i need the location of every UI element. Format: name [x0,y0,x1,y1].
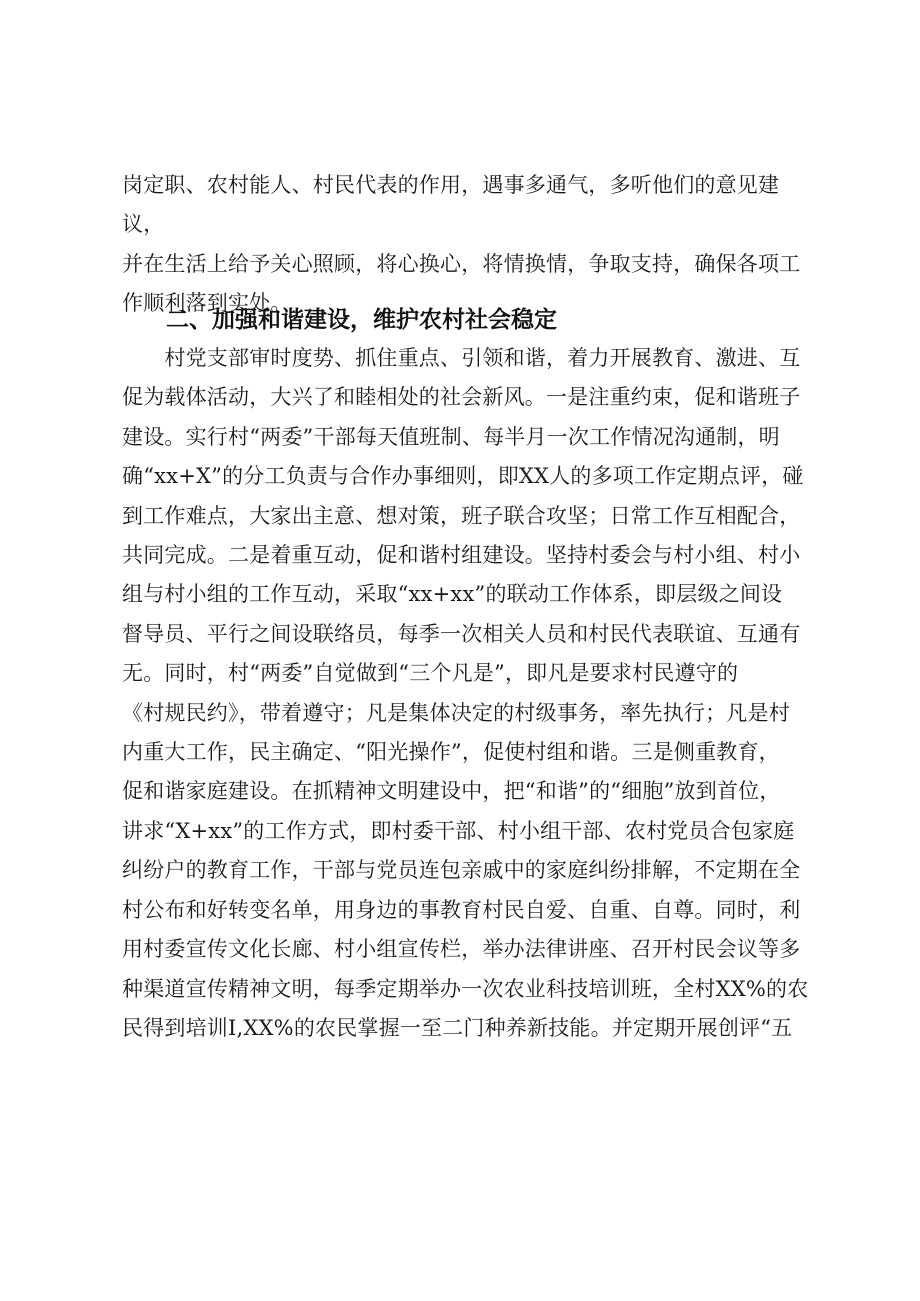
section-heading: 二、加强和谐建设，维护农村社会稳定 [166,307,557,333]
body-paragraph: 村党支部审时度势、抓住重点、引领和谐，着力开展教育、激进、互 促为载体活动，大兴了和睦相处的社会新风。一是注重约束，促和谐班子 建设。实行村“两委”干部每天值班制、每半月一次工作情况沟通制，明 确“xx+X”的分工负责与合作办事细则，即XX人的多项工作定期点评，碰 到工作难点，大家出主意、想对策，班子联合攻坚；日常工作互相配合， 共同完成。二是着重互动，促和谐村组建设。坚持村委会与村小组、村小 组与村小组的工作互动，采取“xx+xx”的联动工作体系，即层级之间设 督导员、平行之间设联络员，每季一次相关人员和村民代表联谊、互通有 无。同时，村“两委”自觉做到“三个凡是”，即凡是要求村民遵守的 《村规民约》，带着遵守；凡是集体决定的村级事务，率先执行；凡是村 内重大工作，民主确定、“阳光操作”，促使村组和谐。三是侧重教育， 促和谐家庭建设。在抓精神文明建设中，把“和谐”的“细胞”放到首位， 讲求“X+xx”的工作方式，即村委干部、村小组干部、农村党员合包家庭 纠纷户的教育工作，干部与党员连包亲戚中的家庭纠纷排解，不定期在全 村公布和好转变名单，用身边的事教育村民自爱、自重、自尊。同时，利 用村委宣传文化长廊、村小组宣传栏，举办法律讲座、召开村民会议等多 种渠道宣传精神文明，每季定期举办一次农业科技培训班，全村XX%的农 民得到培训I,XX%的农民掌握一至二门种养新技能。并定期开展创评“五 [122,346,809,1040]
body-paragraph-continued: 岗定职、农村能人、村民代表的作用，遇事多通气，多听他们的意见建议， 并在生活上给予关心照顾，将心换心，将情换情，争取支持，确保各项工 作顺利落到实处。 [122,173,801,316]
